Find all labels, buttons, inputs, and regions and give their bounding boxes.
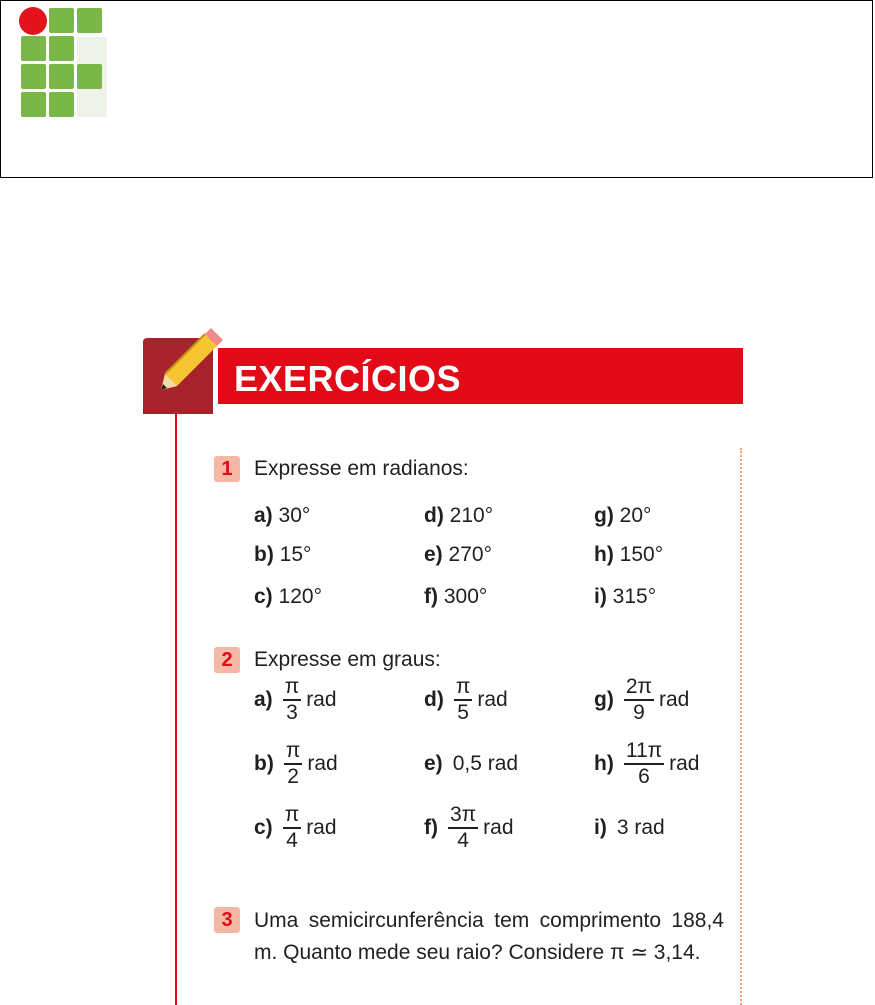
institution-logo <box>19 7 109 117</box>
item-value: 120° <box>278 585 322 608</box>
numerator: π <box>284 803 300 826</box>
fraction <box>448 803 478 853</box>
item-label: g) <box>594 688 614 711</box>
exercise-item <box>254 672 337 728</box>
pencil-icon-box <box>143 338 213 414</box>
numerator: 11π <box>625 739 663 762</box>
item-value: 30° <box>278 504 311 527</box>
logo-square <box>49 64 74 89</box>
item-label: h) <box>594 752 614 775</box>
fraction <box>624 675 654 725</box>
item-value: 150° <box>619 543 664 566</box>
unit: rad <box>307 752 338 775</box>
exercise-item <box>594 542 663 568</box>
exercise-item <box>424 542 492 568</box>
item-label: e) <box>424 543 443 566</box>
item-label: i) <box>594 816 607 839</box>
item-label: b) <box>254 752 274 775</box>
item-label: h) <box>594 543 614 566</box>
logo-square <box>77 64 102 89</box>
denominator: 4 <box>286 829 298 852</box>
fraction <box>454 675 473 725</box>
item-label: e) <box>424 752 443 775</box>
exercise-item <box>254 503 310 529</box>
item-value: 0,5 <box>452 752 482 775</box>
item-value: 270° <box>448 543 492 566</box>
exercise-item <box>594 584 656 610</box>
numerator: π <box>284 675 300 698</box>
right-dotted-rule <box>740 448 742 1005</box>
unit: rad <box>477 688 508 711</box>
unit: rad <box>487 752 519 775</box>
exercise-item <box>424 584 487 610</box>
exercise-item <box>254 542 311 568</box>
exercise-item <box>254 800 337 856</box>
item-label: a) <box>254 504 273 527</box>
exercise-item <box>424 503 493 529</box>
exercise-item <box>254 736 338 792</box>
exercises-title: EXERCÍCIOS <box>234 358 462 399</box>
logo-square <box>49 92 74 117</box>
question-prompt: Expresse em graus: <box>254 648 441 671</box>
unit: rad <box>634 816 665 839</box>
item-value: 210° <box>449 504 494 527</box>
unit: rad <box>306 816 337 839</box>
logo-square <box>21 92 46 117</box>
logo-square <box>77 8 102 33</box>
item-label: f) <box>424 816 438 839</box>
exercise-item <box>254 584 322 610</box>
unit: rad <box>659 688 690 711</box>
question-number: 1 <box>214 456 240 482</box>
numerator: π <box>455 675 471 698</box>
denominator: 2 <box>287 765 299 788</box>
logo-square <box>21 64 46 89</box>
logo-square <box>21 36 46 61</box>
exercise-item <box>594 800 665 856</box>
fraction <box>624 739 664 789</box>
item-label: c) <box>254 585 273 608</box>
question-number: 2 <box>214 647 240 673</box>
item-label: f) <box>424 585 438 608</box>
exercise-item <box>424 672 508 728</box>
numerator: 2π <box>625 675 652 698</box>
exercise-item <box>594 736 699 792</box>
item-value: 15° <box>279 543 312 566</box>
fraction <box>284 739 303 789</box>
item-label: d) <box>424 688 444 711</box>
question-number: 3 <box>214 907 240 933</box>
numerator: 3π <box>450 803 477 826</box>
item-label: a) <box>254 688 273 711</box>
item-value: 20° <box>619 504 652 527</box>
item-label: g) <box>594 504 614 527</box>
denominator: 6 <box>638 765 650 788</box>
item-value: 300° <box>443 585 488 608</box>
fraction <box>283 803 302 853</box>
item-value: 3 <box>616 816 629 839</box>
unit: rad <box>306 688 337 711</box>
exercise-item <box>594 503 651 529</box>
denominator: 4 <box>457 829 469 852</box>
exercise-item <box>424 736 518 792</box>
denominator: 9 <box>633 701 645 724</box>
item-label: d) <box>424 504 444 527</box>
question-prompt: Expresse em radianos: <box>254 457 469 480</box>
exercise-item <box>424 800 514 856</box>
denominator: 3 <box>286 701 298 724</box>
logo-red-dot <box>19 7 47 35</box>
unit: rad <box>483 816 514 839</box>
header-box <box>0 0 873 178</box>
item-label: b) <box>254 543 274 566</box>
question-text: Uma semicircunferência tem comprimento 188,4 m. Quanto mede seu raio? Considere π ≃ 3,14. <box>254 909 724 964</box>
denominator: 5 <box>457 701 469 724</box>
item-value: 315° <box>612 585 657 608</box>
logo-square <box>49 36 74 61</box>
item-label: c) <box>254 816 273 839</box>
logo-square <box>49 8 74 33</box>
left-margin-rule <box>175 414 177 1005</box>
numerator: π <box>285 739 301 762</box>
exercise-item <box>594 672 689 728</box>
fraction <box>283 675 302 725</box>
unit: rad <box>669 752 700 775</box>
item-label: i) <box>594 585 607 608</box>
